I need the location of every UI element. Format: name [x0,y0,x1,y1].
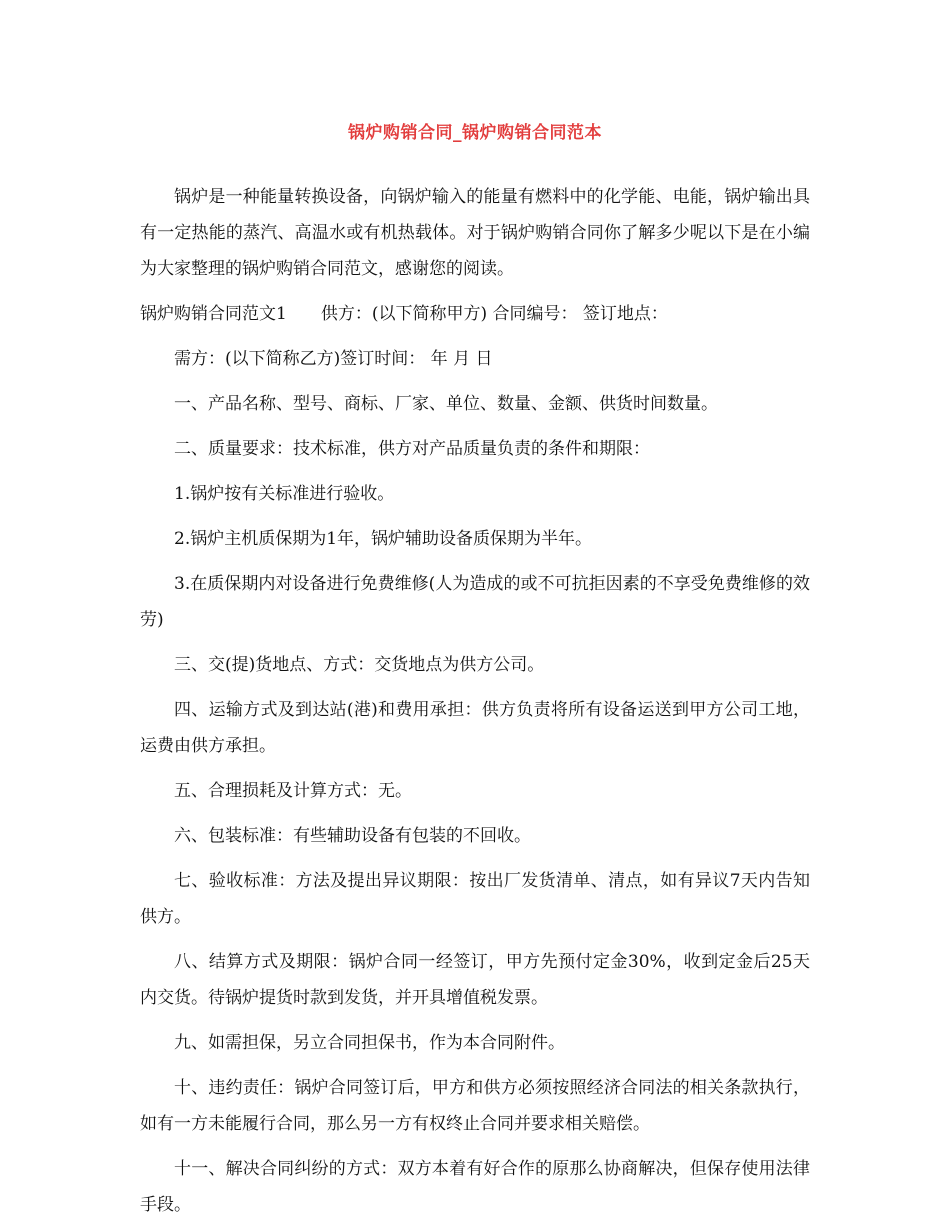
paragraph: 七、验收标准：方法及提出异议期限：按出厂发货清单、清点，如有异议7天内告知供方。 [140,871,810,927]
document-body [140,179,810,1223]
paragraph: 锅炉是一种能量转换设备，向锅炉输入的能量有燃料中的化学能、电能，锅炉输出具有一定热能的蒸汽、高温水或有机热载体。对于锅炉购销合同你了解多少呢以下是在小编为大家整理的锅炉购销合同范文，感谢您的阅读。 [140,187,810,279]
paragraph: 一、产品名称、型号、商标、厂家、单位、数量、金额、供货时间数量。 [174,394,718,414]
paragraph: 十、违约责任：锅炉合同签订后，甲方和供方必须按照经济合同法的相关条款执行，如有一方未能履行合同，那么另一方有权终止合同并要求相关赔偿。 [140,1078,810,1134]
paragraph: 六、包装标准：有些辅助设备有包装的不回收。 [174,826,531,846]
paragraph: 四、运输方式及到达站(港)和费用承担：供方负责将所有设备运送到甲方公司工地，运费由供方承担。 [140,700,810,756]
paragraph: 3.在质保期内对设备进行免费维修(人为造成的或不可抗拒因素的不享受免费维修的效劳) [140,574,810,630]
paragraph: 二、质量要求：技术标准，供方对产品质量负责的条件和期限： [174,439,650,459]
paragraph: 五、合理损耗及计算方式：无。 [174,781,412,801]
paragraph: 锅炉购销合同范文1 供方：(以下简称甲方) 合同编号： 签订地点： [140,304,668,324]
paragraph: 八、结算方式及期限：锅炉合同一经签订，甲方先预付定金30%，收到定金后25天内交货。待锅炉提货时款到发货，并开具增值税发票。 [140,952,810,1008]
paragraph: 1.锅炉按有关标准进行验收。 [174,484,395,504]
paragraph: 三、交(提)货地点、方式：交货地点为供方公司。 [174,655,545,675]
paragraph: 需方：(以下简称乙方)签订时间： 年 月 日 [174,349,493,369]
paragraph: 2.锅炉主机质保期为1年，锅炉辅助设备质保期为半年。 [174,529,593,549]
document-title: 锅炉购销合同_锅炉购销合同范本 [348,123,602,143]
paragraph: 十一、解决合同纠纷的方式：双方本着有好合作的原那么协商解决，但保存使用法律手段。 [140,1159,810,1215]
paragraph: 九、如需担保，另立合同担保书，作为本合同附件。 [174,1033,565,1053]
